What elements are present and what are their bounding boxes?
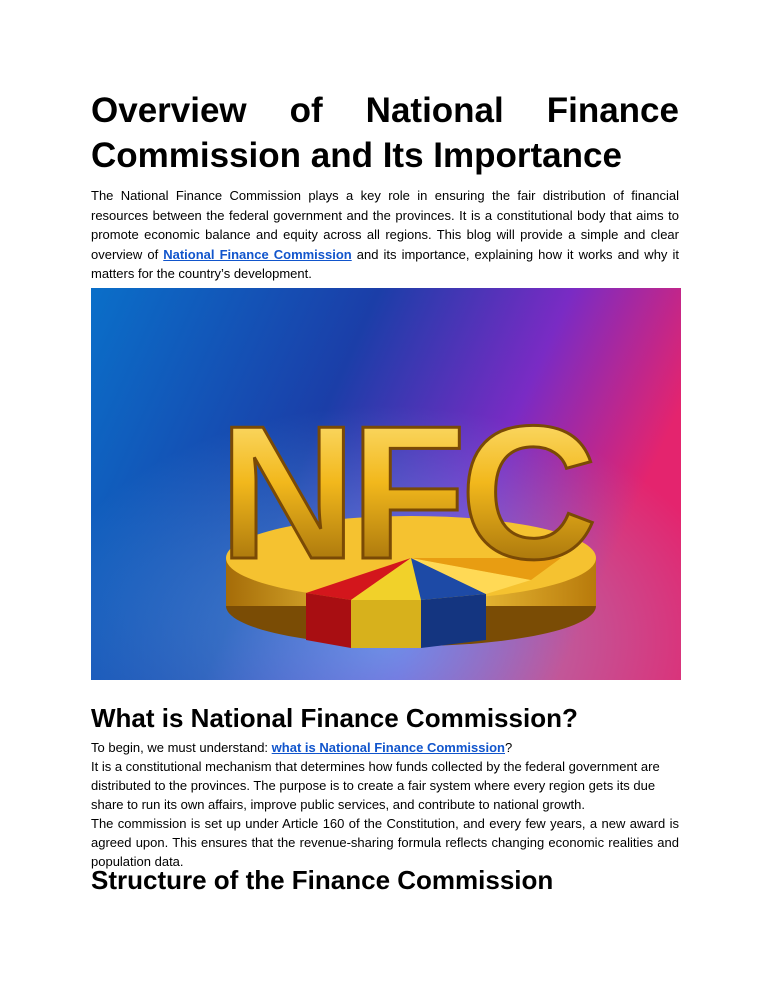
- document-body: [91, 88, 679, 284]
- intro-text: The National Finance Commission plays a key role in ensuring the fair distribution of financial resources between the federal government and the provinces. It is a constitutional body that aims to promote economic balance and equity across all regions. This blog will provide a simple and clear overview of: [91, 188, 679, 262]
- title-word: Finance: [546, 91, 679, 130]
- nfc-hero-image: [91, 288, 681, 680]
- nfc-letters: NFC: [219, 387, 592, 599]
- paragraph-article-160: The commission is set up under Article 160 of the Constitution, and every few years, a new award is agreed upon. This ensures that the revenue-sharing formula reflects changing economic realities and population data.: [91, 816, 679, 869]
- title-word: of: [289, 91, 323, 130]
- section-heading-structure: Structure of the Finance Commission: [91, 865, 554, 895]
- page-title: [91, 88, 679, 178]
- paragraph-mechanism: It is a constitutional mechanism that determines how funds collected by the federal government are distributed to the provinces. The purpose is to create a fair system where every region gets its due share to run its own affairs, improve public services, and contribute to national growth.: [91, 759, 660, 812]
- section-heading-what-is: What is National Finance Commission?: [91, 703, 578, 733]
- nfc-link[interactable]: National Finance Commission: [163, 246, 352, 262]
- title-line-2: Commission and Its Importance: [91, 136, 622, 175]
- section-what-is: [91, 738, 679, 871]
- intro-text-end: and its importance, explaining how it works and why it matters for the country’s development.: [91, 246, 679, 281]
- lead-text-end: ?: [505, 740, 513, 755]
- title-word: National: [365, 91, 504, 130]
- lead-paragraph: [91, 738, 679, 757]
- intro-paragraph: [91, 186, 679, 284]
- what-is-nfc-link[interactable]: what is National Finance Commission: [271, 740, 505, 755]
- title-word: Overview: [91, 91, 247, 130]
- lead-text: To begin, we must understand:: [91, 740, 272, 755]
- title-line-1: [91, 88, 679, 133]
